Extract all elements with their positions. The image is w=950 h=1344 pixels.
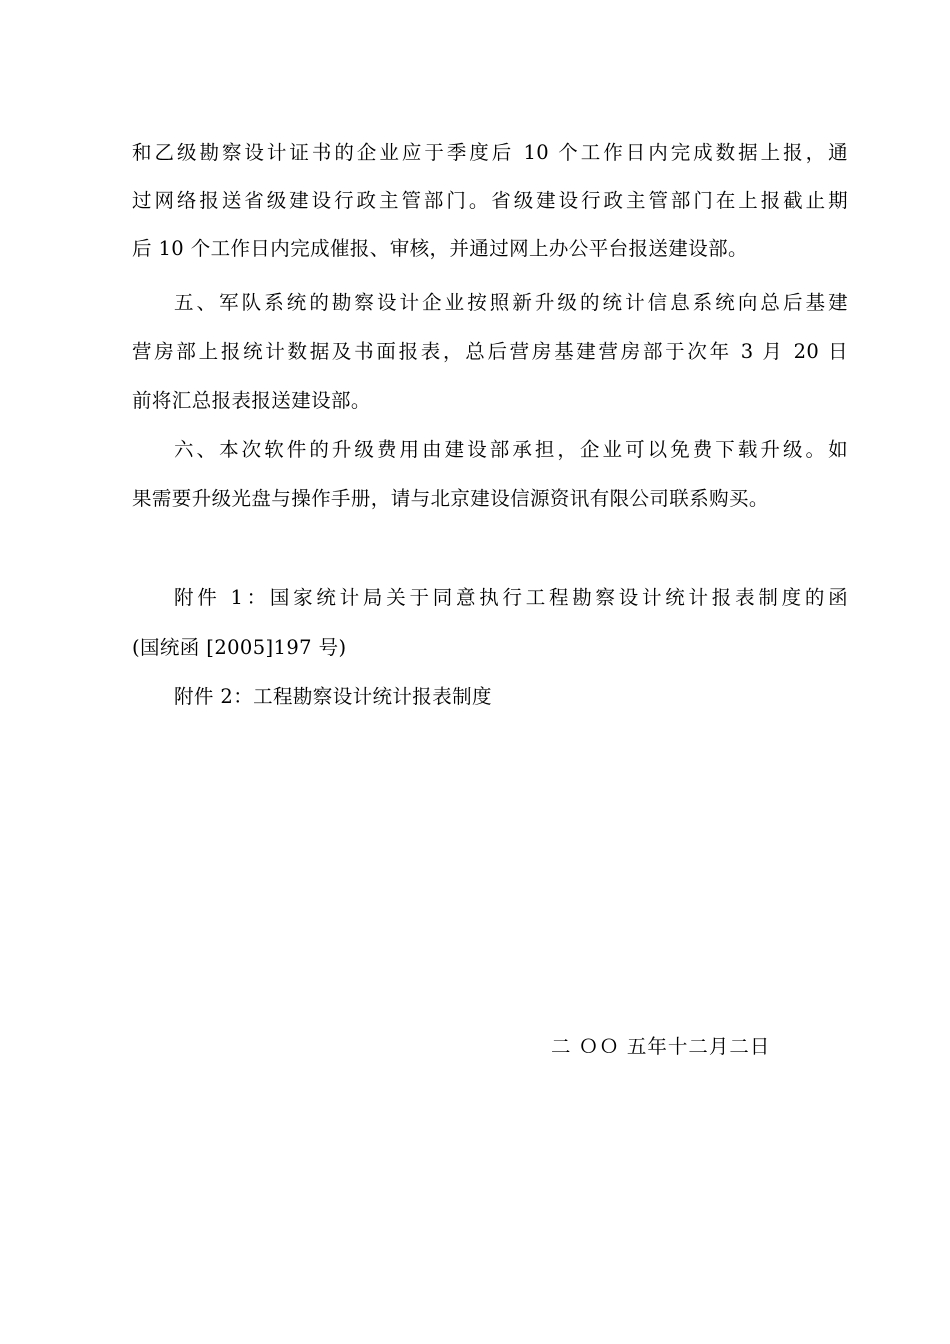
paragraph-4-line-2: 过网络报送省级建设行政主管部门。省级建设行政主管部门在上报截止期 <box>132 189 848 212</box>
paragraph-5-line-3: 前将汇总报表报送建设部。 <box>132 389 371 412</box>
paragraph-6-line-1: 六、本次软件的升级费用由建设部承担，企业可以免费下载升级。如 <box>174 438 848 461</box>
paragraph-4-line-1: 和乙级勘察设计证书的企业应于季度后 10 个工作日内完成数据上报，通 <box>132 141 848 164</box>
attachment-1-line-1: 附件 1：国家统计局关于同意执行工程勘察设计统计报表制度的函 <box>174 586 848 609</box>
paragraph-5-line-1: 五、军队系统的勘察设计企业按照新升级的统计信息系统向总后基建 <box>174 291 848 314</box>
attachment-1-line-2: (国统函 [2005]197 号) <box>132 636 347 659</box>
document-date: 二 ＯＯ 五年十二月二日 <box>551 1035 771 1058</box>
paragraph-6-line-2: 果需要升级光盘与操作手册，请与北京建设信源资讯有限公司联系购买。 <box>132 487 769 510</box>
paragraph-4-line-3: 后 10 个工作日内完成催报、审核，并通过网上办公平台报送建设部。 <box>132 237 748 260</box>
paragraph-5-line-2: 营房部上报统计数据及书面报表，总后营房基建营房部于次年 3 月 20 日 <box>132 340 848 363</box>
attachment-2-line-1: 附件 2：工程勘察设计统计报表制度 <box>174 685 492 708</box>
